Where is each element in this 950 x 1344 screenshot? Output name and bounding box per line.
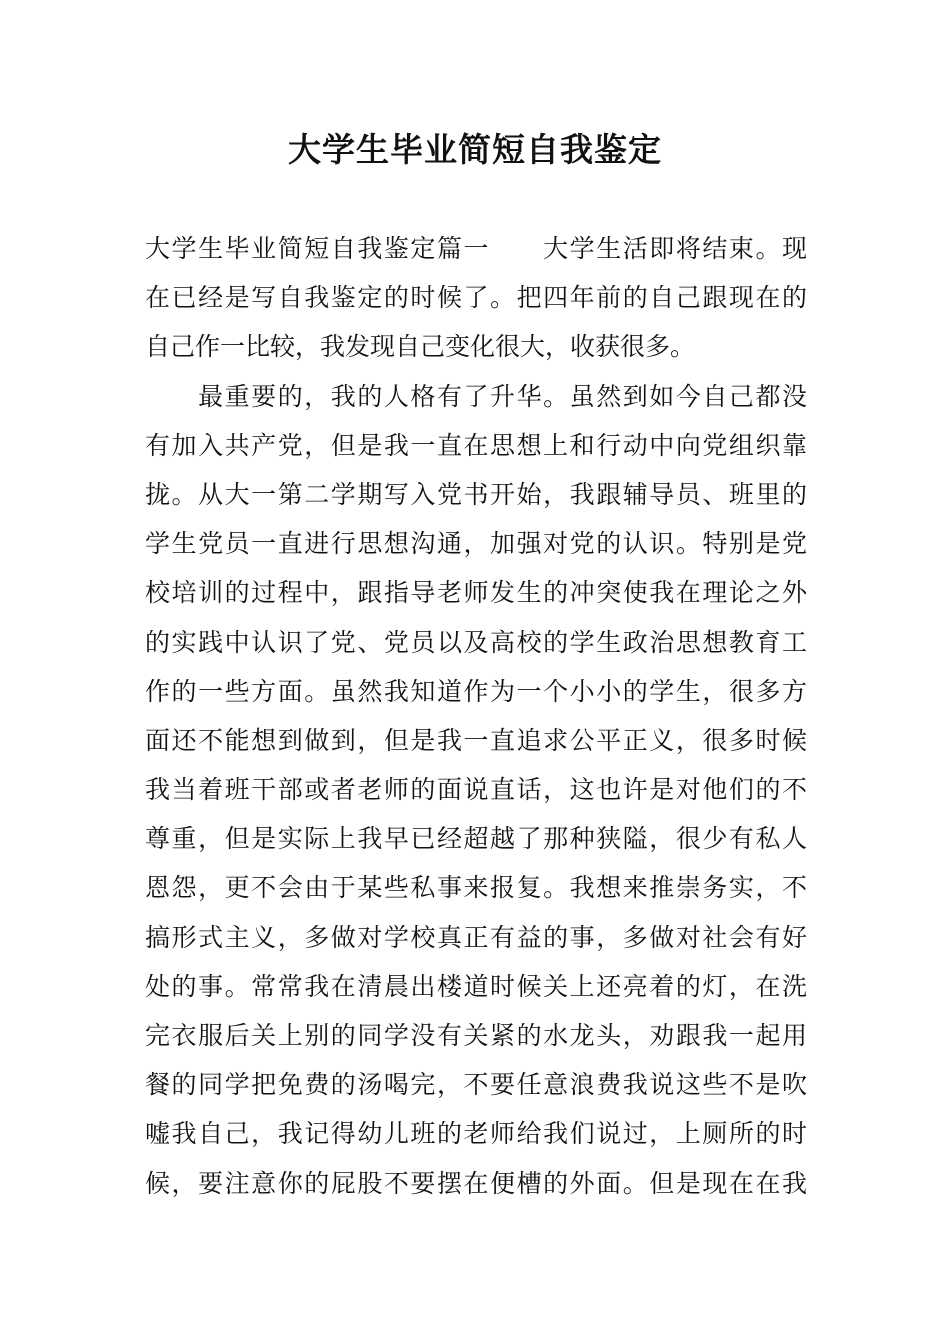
text-line: 拢。从大一第二学期写入党书开始，我跟辅导员、班里的	[145, 479, 807, 509]
text-line: 处的事。常常我在清晨出楼道时候关上还亮着的灯，在洗	[145, 971, 807, 1001]
text-line: 在已经是写自我鉴定的时候了。把四年前的自己跟现在的	[145, 283, 807, 313]
text-line: 校培训的过程中，跟指导老师发生的冲突使我在理论之外	[145, 578, 807, 608]
document-body	[145, 224, 807, 1208]
text-line: 面还不能想到做到，但是我一直追求公平正义，很多时候	[145, 725, 807, 755]
text-line: 自己作一比较，我发现自己变化很大，收获很多。	[145, 332, 696, 362]
text-line: 候，要注意你的屁股不要摆在便槽的外面。但是现在在我	[145, 1168, 807, 1198]
text-line: 餐的同学把免费的汤喝完，不要任意浪费我说这些不是吹	[145, 1070, 807, 1100]
text-line: 我当着班干部或者老师的面说直话，这也许是对他们的不	[145, 775, 807, 805]
text-line: 有加入共产党，但是我一直在思想上和行动中向党组织靠	[145, 430, 807, 460]
text-line: 作的一些方面。虽然我知道作为一个小小的学生，很多方	[145, 676, 807, 706]
text-line: 大学生毕业简短自我鉴定篇一 大学生活即将结束。现	[145, 234, 807, 263]
text-line: 恩怨，更不会由于某些私事来报复。我想来推崇务实，不	[145, 873, 807, 903]
text-line: 最重要的，我的人格有了升华。虽然到如今自己都没	[145, 381, 807, 411]
text-line: 尊重，但是实际上我早已经超越了那种狭隘，很少有私人	[145, 824, 807, 854]
text-line: 搞形式主义，多做对学校真正有益的事，多做对社会有好	[145, 922, 807, 952]
text-line: 的实践中认识了党、党员以及高校的学生政治思想教育工	[145, 627, 807, 657]
document-title: 大学生毕业简短自我鉴定	[288, 130, 662, 169]
text-line: 完衣服后关上别的同学没有关紧的水龙头，劝跟我一起用	[145, 1021, 807, 1050]
text-line: 学生党员一直进行思想沟通，加强对党的认识。特别是党	[145, 529, 807, 559]
text-line: 嘘我自己，我记得幼儿班的老师给我们说过，上厕所的时	[145, 1119, 807, 1149]
